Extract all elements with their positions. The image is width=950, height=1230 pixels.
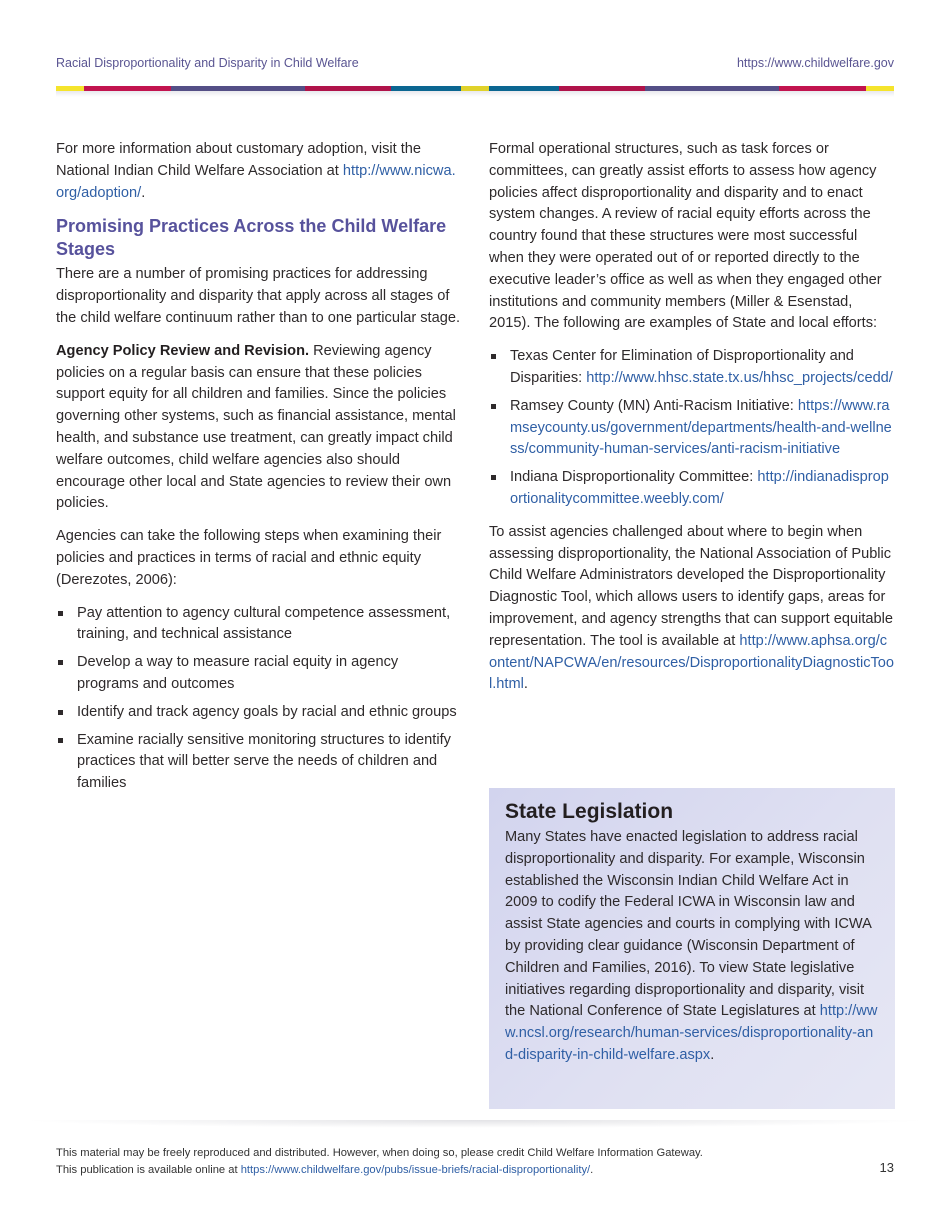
list-item: Indiana Disproportionality Committee: http://indianadisproportionalitycommittee.weebly.com/ [489,467,895,511]
callout-body: Many States have enacted legislation to address racial disproportionality and disparity. For example, Wisconsin established the Wisconsin Indian Child Welfare Act in 2009 to codify the Federal ICWA in Wisconsin law and assist State agencies and courts in complying with ICWA by providing clear guidance (Wisconsin Department of Children and Families, 2016). To view State legislative initiatives regarding disproportionality and disparity, visit the National Conference of State Legislatures at http://www.ncsl.org/research/human-services/disproportionality-and-disparity-in-child-welfare.aspx. [505,829,878,1063]
publication-link[interactable]: https://www.childwelfare.gov/pubs/issue-briefs/racial-disproportionality/ [240,1163,591,1176]
footer-availability-line: This publication is available online at https://www.childwelfare.gov/pubs/issue-briefs/racial-disproportionality/. [56,1163,594,1176]
agency-policy-run-in-heading: Agency Policy Review and Revision. [56,342,310,359]
square-bullet-icon [491,475,496,480]
footer-divider-shadow [20,1120,930,1128]
square-bullet-icon [58,710,63,715]
customary-adoption-paragraph: For more information about customary adoption, visit the National Indian Child Welfare Association at http://www.nicwa.org/adoption/. [56,141,456,201]
section-heading: Promising Practices Across the Child Welfare Stages [56,216,447,259]
list-item: Develop a way to measure racial equity in agency programs and outcomes [56,652,461,696]
footer-credit-line: This material may be freely reproduced and distributed. However, when doing so, please credit Child Welfare Information Gateway. [56,1147,703,1159]
operational-structures-paragraph: Formal operational structures, such as task forces or committees, can greatly assist efforts to assess how agency policies affect disproportionality and disparity and to enact system changes. A review of racial equity efforts across the country found that these structures were most successful when they were operated out of or reported directly to the executive leader’s office as well as when they engaged other institutions and community members (Miller & Esenstad, 2015). The following are examples of State and local efforts: [489,141,882,332]
steps-intro-paragraph: Agencies can take the following steps when examining their policies and practices in terms of racial and ethnic equity (Derezotes, 2006): [56,528,442,588]
square-bullet-icon [491,404,496,409]
diagnostic-tool-paragraph: To assist agencies challenged about where to begin when assessing disproportionality, the National Association of Public Child Welfare Administrators developed the Disproportionality Diagnostic Tool, which allows users to identify gaps, areas for improvement, and agency strengths that can support equitable representation. The tool is available at http://www.aphsa.org/content/NAPCWA/en/resources/DisproportionalityDiagnosticTool.html. [489,523,895,693]
header-rule-shadow [56,91,894,97]
list-item: Texas Center for Elimination of Disproportionality and Disparities: http://www.hhsc.state.tx.us/hhsc_projects/cedd/ [489,346,895,390]
page-number: 13 [879,1160,894,1175]
state-legislation-callout [489,788,895,1109]
list-item: Examine racially sensitive monitoring structures to identify practices that will better serve the needs of children and families [56,730,461,795]
agency-policy-paragraph: Agency Policy Review and Revision. Reviewing agency policies on a regular basis can ensure that these policies support equity for all children and families. Since the policies governing other systems, such as financial assistance, mental health, and substance use treatment, can greatly impact child welfare outcomes, child welfare agencies also should encourage other local and State agencies to review their own policies. [56,342,456,512]
promising-practices-paragraph: There are a number of promising practices for addressing disproportionality and disparity that apply across all stages of the child welfare continuum rather than to one particular stage. [56,266,460,326]
indiana-committee-link[interactable]: http://indianadisproportionalitycommittee.weebly.com/ [510,469,889,507]
ramsey-county-link[interactable]: https://www.ramseycounty.us/government/departments/health-and-wellness/community-human-services/anti-racism-initiative [510,397,892,458]
callout-title: State Legislation [505,800,674,823]
diagnostic-tool-link[interactable]: http://www.aphsa.org/content/NAPCWA/en/resources/DisproportionalityDiagnosticTool.html [489,632,895,693]
right-column [489,139,895,707]
left-column [56,139,461,806]
running-header-title: Racial Disproportionality and Disparity in Child Welfare [56,56,359,70]
nicwa-link[interactable]: http://www.nicwa.org/adoption/ [56,162,456,201]
square-bullet-icon [491,354,496,359]
steps-list [56,603,461,795]
page-footer [56,1145,703,1178]
running-header-url-link[interactable]: https://www.childwelfare.gov [736,56,894,70]
square-bullet-icon [58,738,63,743]
ncsl-link[interactable]: http://www.ncsl.org/research/human-services/disproportionality-and-disparity-in-child-welfare.aspx [505,1003,878,1063]
list-item: Pay attention to agency cultural competence assessment, training, and technical assistance [56,603,461,647]
state-efforts-list [489,346,895,511]
square-bullet-icon [58,660,63,665]
square-bullet-icon [58,611,63,616]
list-item: Identify and track agency goals by racial and ethnic groups [56,702,461,724]
list-item: Ramsey County (MN) Anti-Racism Initiative: https://www.ramseycounty.us/government/departments/health-and-wellness/community-human-services/anti-racism-initiative [489,396,895,461]
texas-cedd-link[interactable]: http://www.hhsc.state.tx.us/hhsc_projects/cedd/ [586,369,893,386]
